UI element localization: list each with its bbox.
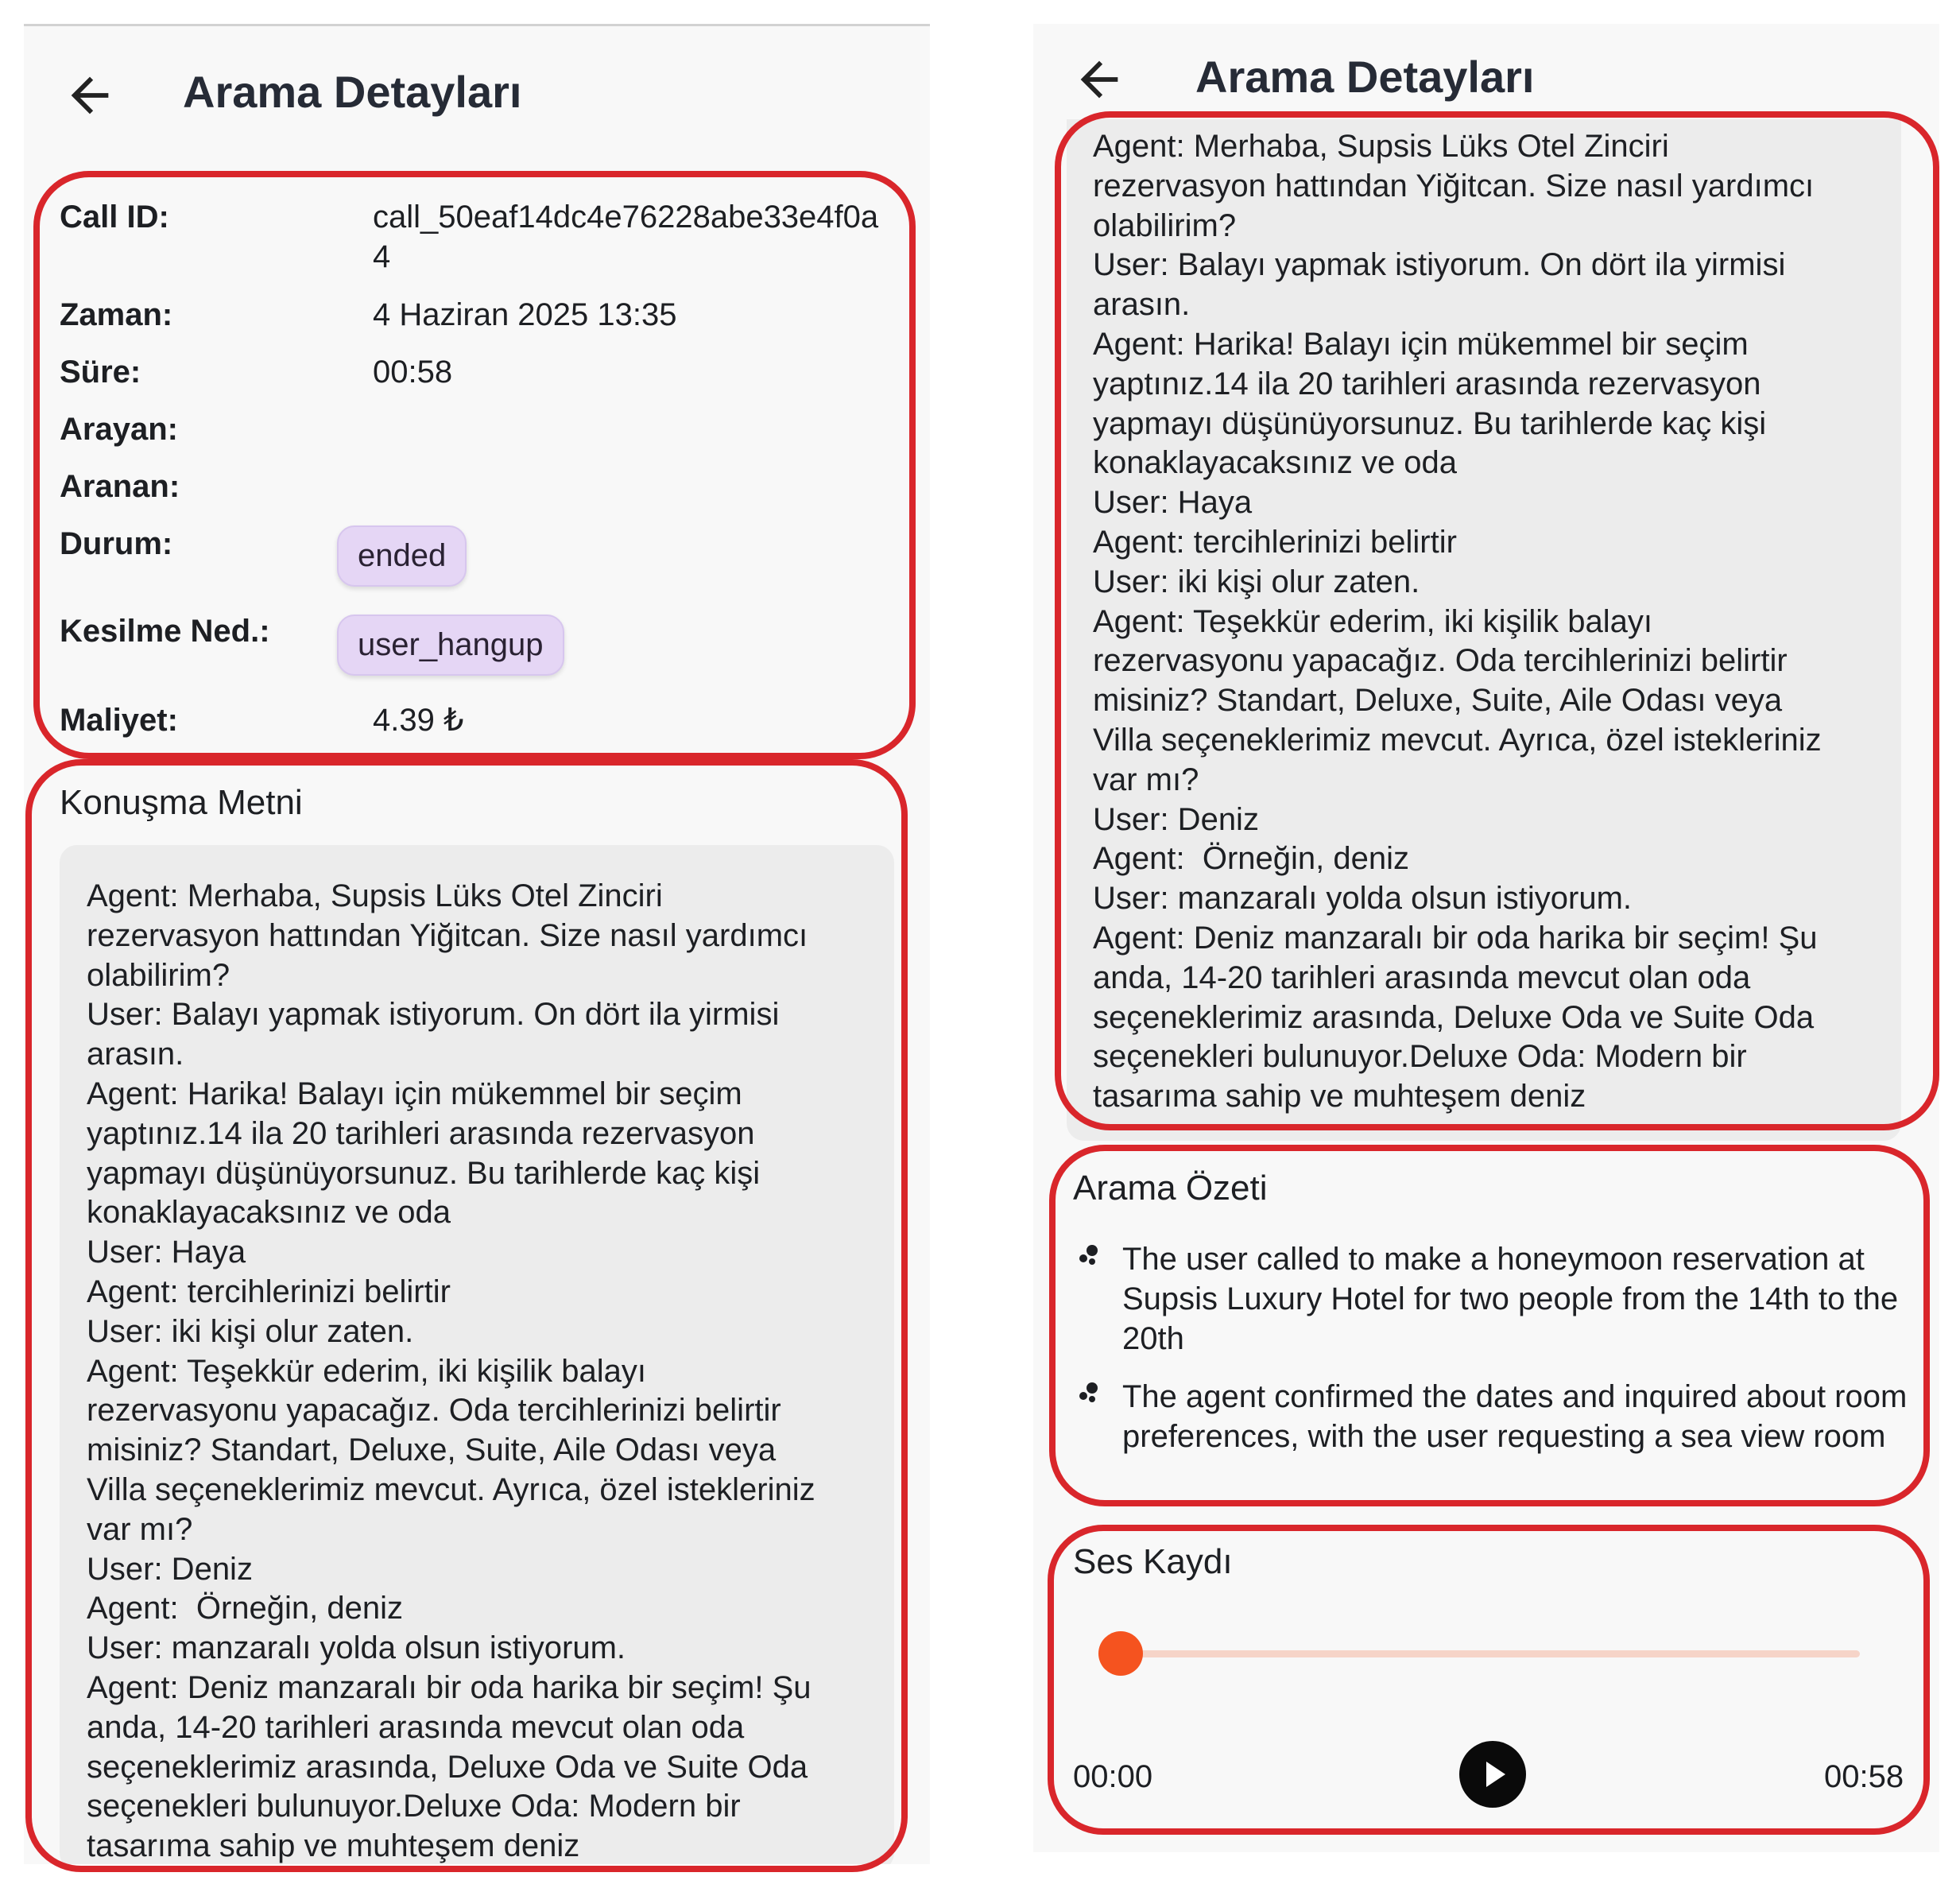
summary-title: Arama Özeti xyxy=(1073,1169,1268,1208)
cost-label: Maliyet: xyxy=(60,703,178,738)
transcript-text: Agent: Merhaba, Supsis Lüks Otel Zinciri rezervasyon hattından Yiğitcan. Size nasıl yardımcı olabilirim? User: Balayı yapmak istiyorum. On dört ila yirmisi arasın. Agent: Harika! Balayı için mükemmel bir seçim yaptınız.14 ila 20 tarihleri arasında rezervasyon yapmayı düşünüyorsunuz. Bu tarihlerde kaç kişi konaklayacaksınız ve oda User: Haya Agent: tercihlerinizi belirtir User: iki kişi olur zaten. Agent: Teşekkür ederim, iki kişilik balayı rezervasyonu yapacağız. Oda tercihlerinizi belirtir misiniz? Standart, Deluxe, Suite, Aile Odası veya Villa seçeneklerimiz mevcut. Ayrıca, özel istekleriniz var mı? User: Deniz Agent: Örneğin, deniz User: manzaralı yolda olsun istiyorum. Agent: Deniz manzaralı bir oda harika bir seçim! Şu anda, 14-20 tarihleri arasında mevcut olan oda seçeneklerimiz arasında, Deluxe Oda ve Suite Oda seçenekleri bulunuyor.Deluxe Oda: Modern bir tasarıma sahip ve muhteşem deniz xyxy=(87,878,815,1864)
page-title: Arama Detayları xyxy=(1195,52,1535,102)
play-button[interactable] xyxy=(1459,1741,1526,1808)
current-time: 00:00 xyxy=(1073,1759,1153,1794)
audio-seek-slider[interactable] xyxy=(1121,1650,1860,1657)
transcript-box-scrolled[interactable] xyxy=(1067,72,1901,1141)
page-title: Arama Detayları xyxy=(183,67,522,117)
right-screen xyxy=(1033,24,1939,1852)
recording-title: Ses Kaydı xyxy=(1073,1542,1233,1581)
duration-value: 00:58 xyxy=(373,355,453,390)
transcript-title: Konuşma Metni xyxy=(60,783,303,822)
app-bar xyxy=(24,26,930,138)
audio-seek-thumb[interactable] xyxy=(1098,1631,1143,1676)
left-screen xyxy=(24,24,930,1864)
bullet-dots-icon xyxy=(1075,1240,1106,1272)
back-arrow-icon[interactable] xyxy=(1071,52,1127,107)
transcript-text-scrolled: Agent: Merhaba, Supsis Lüks Otel Zinciri rezervasyon hattından Yiğitcan. Size nasıl yardımcı olabilirim? User: Balayı yapmak istiyorum. On dört ila yirmisi arasın. Agent: Harika! Balayı için mükemmel bir seçim yaptınız.14 ila 20 tarihleri arasında rezervasyon yapmayı düşünüyorsunuz. Bu tarihlerde kaç kişi konaklayacaksınız ve oda User: Haya Agent: tercihlerinizi belirtir User: iki kişi olur zaten. Agent: Teşekkür ederim, iki kişilik balayı rezervasyonu yapacağız. Oda tercihlerinizi belirtir misiniz? Standart, Deluxe, Suite, Aile Odası veya Villa seçeneklerimiz mevcut. Ayrıca, özel istekleriniz var mı? User: Deniz Agent: Örneğin, deniz User: manzaralı yolda olsun istiyorum. Agent: Deniz manzaralı bir oda harika bir seçim! Şu anda, 14-20 tarihleri arasında mevcut olan oda seçeneklerimiz arasında, Deluxe Oda ve Suite Oda seçenekleri bulunuyor.Deluxe Oda: Modern bir tasarıma sahip ve muhteşem deniz xyxy=(1093,129,1822,1115)
summary-item-text: The user called to make a honeymoon reservation at Supsis Luxury Hotel for two people from the 14th to the 20th xyxy=(1122,1242,1899,1356)
cost-value: 4.39 ₺ xyxy=(373,703,464,738)
hangup-reason-badge: user_hangup xyxy=(337,614,564,676)
total-time: 00:58 xyxy=(1824,1759,1904,1794)
back-arrow-icon[interactable] xyxy=(62,68,118,123)
time-value: 4 Haziran 2025 13:35 xyxy=(373,297,677,332)
duration-label: Süre: xyxy=(60,355,141,390)
summary-item-text: The agent confirmed the dates and inquired about room preferences, with the user requesting a sea view room xyxy=(1122,1379,1908,1454)
caller-label: Arayan: xyxy=(60,412,178,447)
status-label: Durum: xyxy=(60,526,173,561)
call-id-label: Call ID: xyxy=(60,200,169,235)
call-id-value: call_50eaf14dc4e76228abe33e4f0a4 xyxy=(373,200,879,274)
time-label: Zaman: xyxy=(60,297,173,332)
bullet-dots-icon xyxy=(1075,1378,1106,1409)
play-icon xyxy=(1459,1741,1526,1808)
hangup-reason-label: Kesilme Ned.: xyxy=(60,614,270,649)
app-bar xyxy=(1033,24,1939,119)
status-badge: ended xyxy=(337,525,467,587)
callee-label: Aranan: xyxy=(60,469,180,504)
transcript-box[interactable] xyxy=(60,845,894,1864)
